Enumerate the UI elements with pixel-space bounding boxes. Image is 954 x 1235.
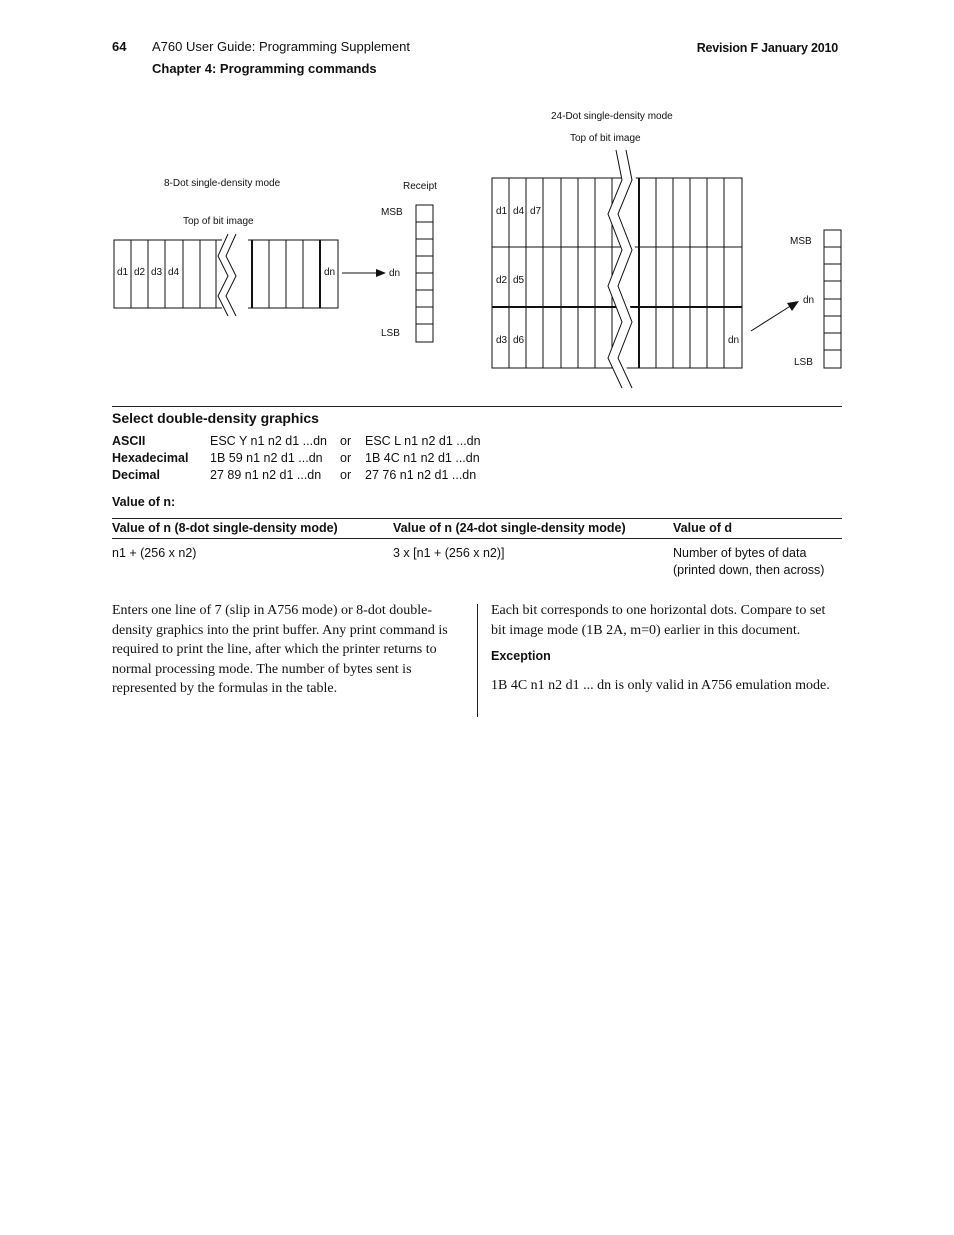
twenty-four-dot-top-label: Top of bit image (570, 133, 641, 144)
eight-dot-top-label: Top of bit image (183, 216, 254, 227)
eight-dot-cell-d2: d2 (134, 267, 146, 278)
code-or: or (340, 468, 352, 482)
eight-dot-cell-d1: d1 (117, 267, 129, 278)
table-header: Value of n (8-dot single-density mode) (112, 519, 393, 539)
chapter-title: Chapter 4: Programming commands (152, 61, 377, 76)
code-or: or (340, 434, 352, 448)
code-label: Hexadecimal (112, 451, 189, 465)
code-value: ESC Y n1 n2 d1 ...dn (210, 434, 327, 448)
twenty-four-dot-cell-d5: d5 (513, 275, 525, 286)
code-value-alt: 27 76 n1 n2 d1 ...dn (365, 468, 477, 482)
table-cell: n1 + (256 x n2) (112, 546, 197, 560)
command-codes (112, 433, 481, 484)
code-label: Decimal (112, 468, 160, 482)
code-value: 27 89 n1 n2 d1 ...dn (210, 468, 322, 482)
description-left: Enters one line of 7 (slip in A756 mode) or 8-dot double-density graphics into the print buffer. Any print command is required to print the line, after which the printer returns to normal processing mode. The number of bytes sent is represented by the formulas in the table. (112, 603, 448, 696)
eight-dot-cell-d4: d4 (168, 267, 180, 278)
twenty-four-dot-cell-d4: d4 (513, 206, 525, 217)
table-header: Value of d (673, 519, 842, 539)
code-or: or (340, 451, 352, 465)
twenty-four-dot-cell-d2: d2 (496, 275, 508, 286)
twenty-four-dot-arrow-label: dn (803, 295, 815, 306)
eight-dot-diagram (114, 178, 437, 342)
twenty-four-dot-cell-d1: d1 (496, 206, 508, 217)
twenty-four-dot-diagram (492, 111, 841, 388)
twenty-four-dot-cell-d7: d7 (530, 206, 542, 217)
code-label: ASCII (112, 434, 146, 448)
twenty-four-dot-mode-label: 24-Dot single-density mode (551, 111, 673, 122)
exception-text: 1B 4C n1 n2 d1 ... dn is only valid in A756 emulation mode. (491, 678, 830, 693)
code-value: 1B 59 n1 n2 d1 ...dn (210, 451, 323, 465)
exception-title: Exception (491, 649, 551, 663)
twenty-four-dot-lsb-label: LSB (794, 357, 813, 368)
twenty-four-dot-cell-d3: d3 (496, 335, 508, 346)
twenty-four-dot-cell-d6: d6 (513, 335, 525, 346)
bit-image-figure (0, 0, 954, 400)
page-number: 64 (112, 39, 127, 54)
code-row-ascii (112, 433, 481, 450)
table-header: Value of n (24-dot single-density mode) (393, 519, 673, 539)
receipt-label: Receipt (403, 181, 437, 192)
code-row-hexadecimal (112, 450, 481, 467)
eight-dot-arrow-label: dn (389, 268, 401, 279)
eight-dot-cell-d3: d3 (151, 267, 163, 278)
section-title: Select double-density graphics (112, 410, 319, 426)
eight-dot-lsb-label: LSB (381, 328, 400, 339)
code-value-alt: 1B 4C n1 n2 d1 ...dn (365, 451, 480, 465)
table-cell: 3 x [n1 + (256 x n2)] (393, 546, 505, 560)
document-title: A760 User Guide: Programming Supplement (152, 39, 410, 54)
twenty-four-dot-cell-dn: dn (728, 335, 740, 346)
section-rule (112, 406, 842, 407)
table-header-row (112, 519, 842, 539)
eight-dot-cell-dn: dn (324, 267, 336, 278)
code-value-alt: ESC L n1 n2 d1 ...dn (365, 434, 481, 448)
value-table (112, 518, 842, 579)
twenty-four-dot-msb-label: MSB (790, 236, 812, 247)
revision-label: Revision F January 2010 (696, 41, 838, 55)
eight-dot-mode-label: 8-Dot single-density mode (164, 178, 281, 189)
value-of-n-label: Value of n: (112, 495, 176, 509)
description-right: Each bit corresponds to one horizontal dots. Compare to set bit image mode (1B 2A, m=0) earlier in this document. (491, 603, 826, 638)
column-divider (477, 604, 478, 717)
code-row-decimal (112, 467, 481, 484)
table-row (112, 539, 842, 580)
table-cell: Number of bytes of data (printed down, then across) (673, 546, 825, 577)
eight-dot-msb-label: MSB (381, 207, 403, 218)
